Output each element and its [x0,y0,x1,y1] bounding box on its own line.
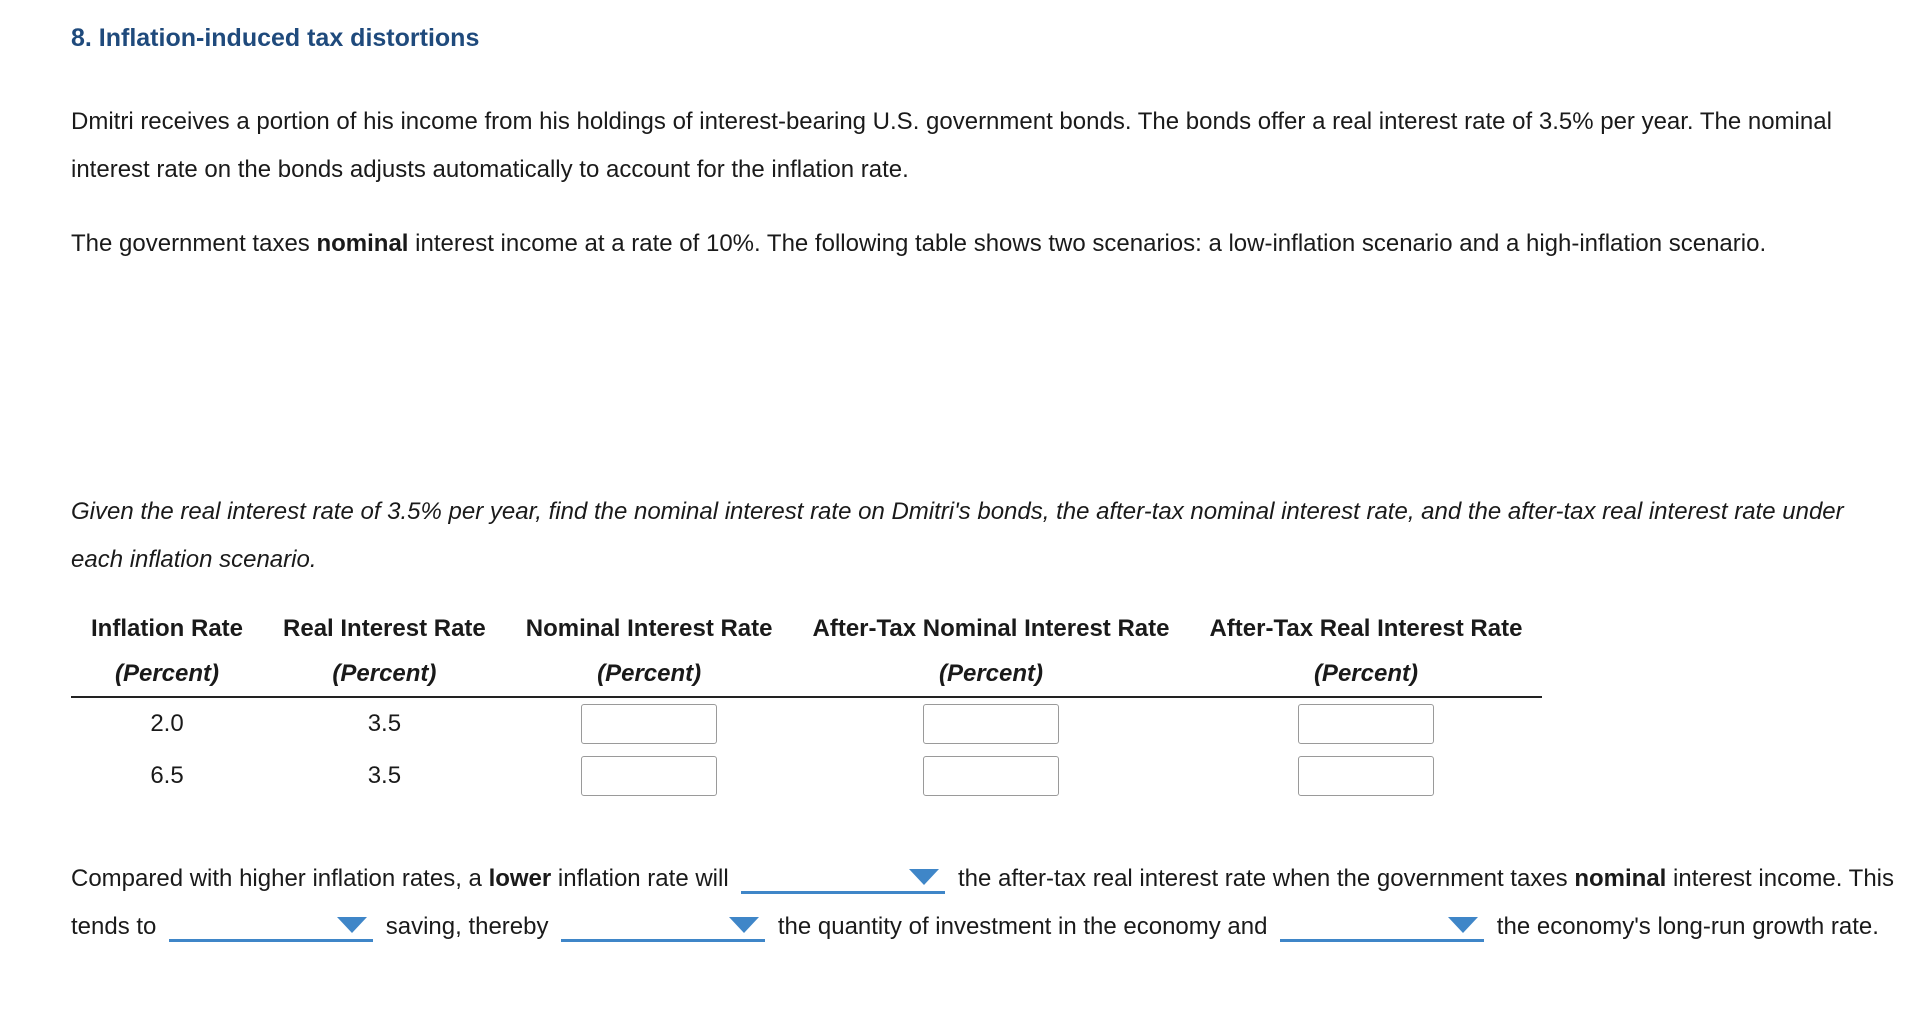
table-row [71,697,1542,750]
after-tax-real-input-high[interactable] [1298,756,1434,796]
header-inflation-rate: Inflation Rate [91,615,244,642]
header-real-interest-rate: Real Interest Rate [283,615,486,642]
dropdown-after-tax-effect[interactable] [741,861,945,894]
dropdown-arrow-icon [729,917,759,933]
after-tax-real-cell [1189,697,1542,750]
conclusion-text: saving, thereby [379,913,556,940]
dropdown-arrow-icon [909,869,939,885]
conclusion-text: interest income. This tends to [71,865,1894,940]
intro-text: interest income at a rate of 10%. The following table shows two scenarios: a low-inflation scenario and a high-inflation scenario. [408,230,1767,257]
after-tax-nominal-input-low[interactable] [923,704,1059,744]
table-units-row [71,652,1542,697]
header-after-tax-real-rate: After-Tax Real Interest Rate [1209,615,1523,642]
nominal-rate-input-low[interactable] [581,704,717,744]
after-tax-nominal-cell [793,750,1190,802]
nominal-rate-input-high[interactable] [581,756,717,796]
conclusion-text: the after-tax real interest rate when the government taxes [951,865,1575,892]
conclusion-paragraph [71,855,1901,951]
intro-bold-nominal: nominal [316,230,409,257]
nominal-rate-cell [506,697,793,750]
intro-text: The government taxes [71,230,317,257]
table-header-row [71,606,1542,652]
real-rate-cell: 3.5 [367,762,402,789]
after-tax-nominal-cell [793,697,1190,750]
inflation-rate-cell: 2.0 [150,710,184,737]
nominal-rate-cell [506,750,793,802]
conclusion-text: the quantity of investment in the economy and [771,913,1275,940]
after-tax-real-cell [1189,750,1542,802]
unit-label: (Percent) [1189,652,1542,697]
dropdown-growth-effect[interactable] [1280,909,1484,942]
header-after-tax-nominal-rate: After-Tax Nominal Interest Rate [812,615,1170,642]
unit-label: (Percent) [71,652,263,697]
header-nominal-interest-rate: Nominal Interest Rate [525,615,773,642]
question-title: 8. Inflation-induced tax distortions [71,24,480,52]
dropdown-saving-effect[interactable] [169,909,373,942]
dropdown-arrow-icon [337,917,367,933]
conclusion-bold-nominal: nominal [1574,865,1667,892]
intro-paragraph-2 [71,220,1901,268]
conclusion-text: inflation rate will [551,865,736,892]
after-tax-nominal-input-high[interactable] [923,756,1059,796]
instruction-paragraph: Given the real interest rate of 3.5% per year, find the nominal interest rate on Dmitri's bonds, the after-tax nominal interest rate, and the after-tax real interest rate under each inflation scenario. [71,498,1844,573]
unit-label: (Percent) [793,652,1190,697]
conclusion-bold-lower: lower [488,865,552,892]
table-row [71,750,1542,802]
conclusion-text: Compared with higher inflation rates, a [71,865,489,892]
real-rate-cell: 3.5 [367,710,402,737]
dropdown-investment-effect[interactable] [561,909,765,942]
unit-label: (Percent) [506,652,793,697]
intro-paragraph-1: Dmitri receives a portion of his income from his holdings of interest-bearing U.S. government bonds. The bonds offer a real interest rate of 3.5% per year. The nominal interest rate on the bonds adjusts automatically to account for the inflation rate. [71,108,1832,183]
dropdown-arrow-icon [1448,917,1478,933]
after-tax-real-input-low[interactable] [1298,704,1434,744]
interest-rate-table [71,606,1542,802]
conclusion-text: the economy's long-run growth rate. [1490,913,1879,940]
unit-label: (Percent) [263,652,506,697]
inflation-rate-cell: 6.5 [150,762,184,789]
